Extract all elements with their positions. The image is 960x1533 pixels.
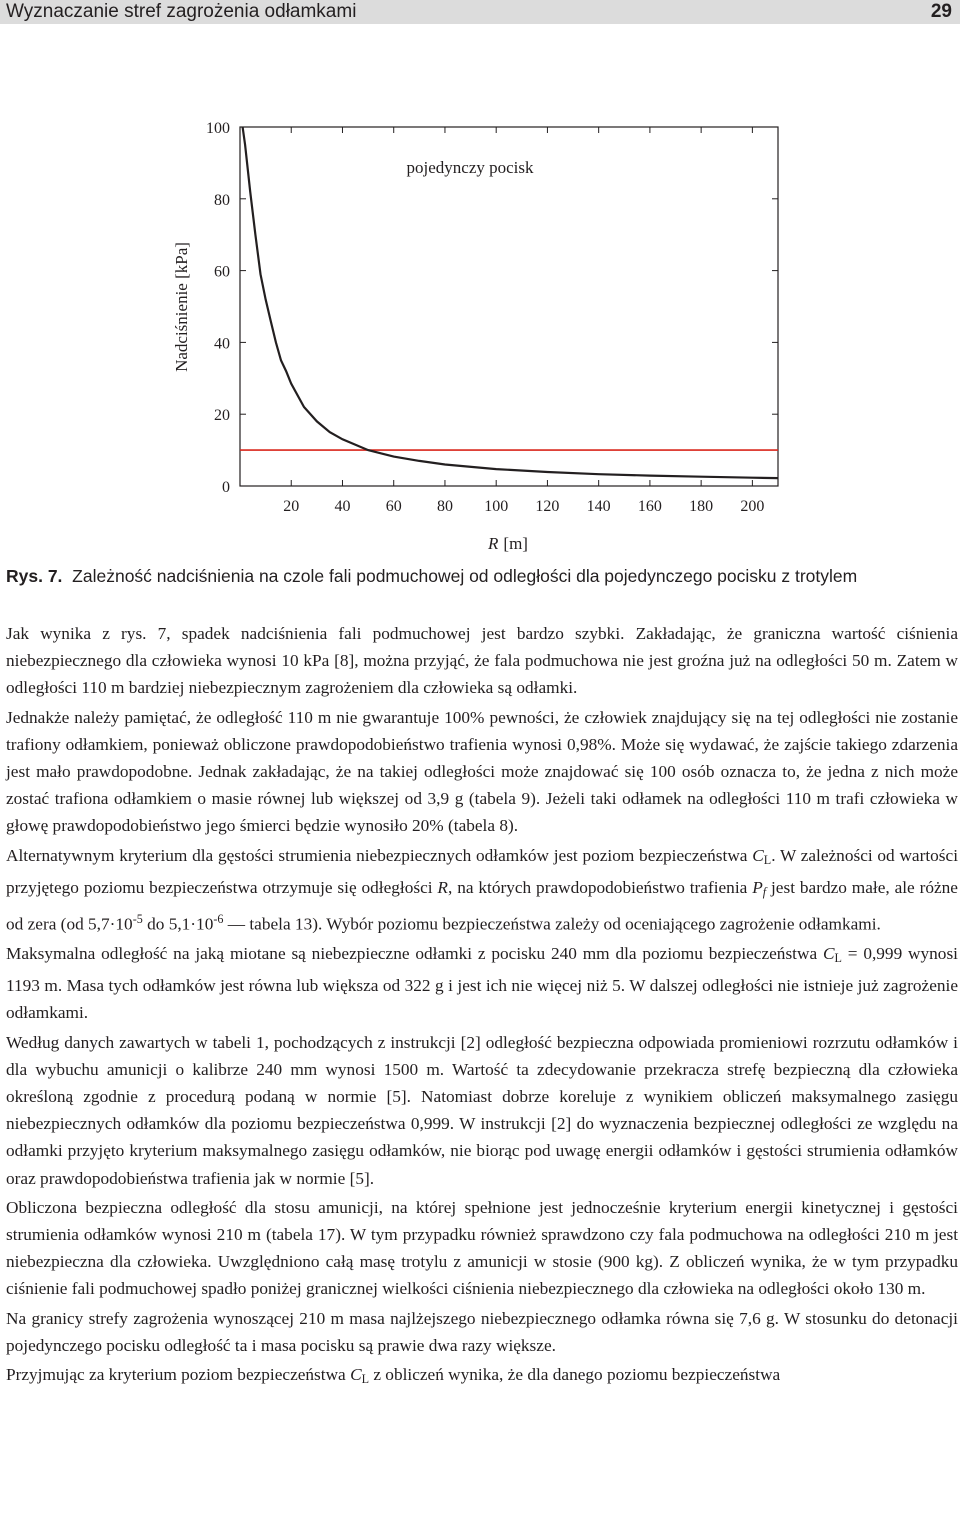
x-tick-label: 180	[689, 498, 714, 515]
p3-exponent-1: -5	[132, 912, 143, 927]
p3-symbol-p: P	[752, 877, 763, 897]
p3-text-f: — tabela 13). Wybór poziomu bezpieczeństwa zależy od oceniającego zagrożenie odłamkami.	[223, 914, 881, 934]
plot-frame	[240, 127, 778, 486]
tick-marks	[240, 127, 778, 486]
p3-text-e: do 5,1·10	[142, 914, 214, 934]
paragraph-6: Obliczona bezpieczna odległość dla stosu amunicji, na której spełnione jest jednocześnie kryterium energii kinetycznej i gęstości strumienia odłamków wynosi 210 m (tabela 17). W tym przypadku również sprawdzono czy fala podmuchowa na odległości 210 m jest niebezpieczna dla człowieka. Uwzględniono całą masę trotylu z amunicji w stosie (900 kg). Z obliczeń wynika, że w tym przypadku ciśnienie fali podmuchowej spadło poniżej granicznej wielkości ciśnienia niebezpiecznego dla człowieka na odległości około 130 m.	[6, 1197, 958, 1299]
figure-caption	[6, 566, 956, 587]
p3-text-b: . W zależności od wartości przyjętego poziomu bezpieczeństwa otrzymuje się odłegłości	[6, 845, 958, 897]
page-number: 29	[930, 1, 952, 22]
p3-symbol-c: C	[752, 845, 764, 865]
x-tick-label: 100	[484, 498, 509, 515]
paragraph-2: Jednakże należy pamiętać, że odległość 110 m nie gwarantuje 100% pewności, że człowiek znajdujący się na tej odległości nie zostanie trafiony odłamkiem, ponieważ obliczone prawdopodobieństwo trafienia wynosi 0,98%. Może się wydawać, że zajście takiego zdarzenia jest mało prawdopodobne. Jednak zakładając, że na takiej odległości może znajdować się 100 osób oznacza to, że jedna z nich może zostać trafiona odłamkiem o masie równej lub większej od 3,9 g (tabela 9). Jeżeli taki odłamek na odległości 110 m trafi człowieka w głowę prawdopodobieństwo jego śmierci będzie wynosiło 20% (tabela 8).	[6, 707, 958, 836]
x-tick-label: 140	[586, 498, 611, 515]
x-tick-label: 160	[637, 498, 662, 515]
p3-text-d: jest bardzo małe, ale różne od zera (od 5,7·10	[6, 877, 958, 934]
p3-symbol-p-sub: f	[762, 884, 767, 899]
paragraph-8	[6, 1361, 958, 1393]
x-tick-label: 20	[283, 498, 300, 515]
y-tick-label: 0	[222, 479, 230, 496]
chart-svg	[0, 24, 960, 564]
p3-symbol-c-sub: L	[763, 852, 772, 867]
paragraph-7: Na granicy strefy zagrożenia wynoszącej 210 m masa najlżejszego niebezpiecznego odłamka równa się 7,6 g. W stosunku do detonacji pojedynczego pocisku odległość ta i masa pocisku są prawie dwa razy większe.	[6, 1308, 958, 1355]
paragraph-5: Według danych zawartych w tabeli 1, pochodzących z instrukcji [2] odległość bezpieczna odpowiada promieniowi rozrzutu odłamków i dla wybuchu amunicji o kalibrze 240 mm wynosi 1500 m. Wartość ta zdecydowanie przekracza strefę bezpieczną dla człowieka określoną zgodnie z procedurą podaną w normie [5]. Natomiast dobrze koreluje z wynikiem obliczeń maksymalnego zasięgu niebezpiecznych odłamków dla poziomu bezpieczeństwa 0,999. W instrukcji [2] do wyznaczenia bezpiecznej odległości ze względu na odłamki przyjęto kryterium maksymalnego zasięgu odłamków, nie biorąc pod uwagę energii odłamków i gęstości strumienia odłamków oraz prawdopodobieństwa trafienia jak w normie [5].	[6, 1032, 958, 1188]
p4-symbol-c-sub: L	[834, 950, 842, 965]
series-line	[243, 127, 778, 478]
running-header-title: Wyznaczanie stref zagrożenia odłamkami	[6, 1, 357, 22]
figure-number: Rys. 7.	[6, 566, 63, 586]
p3-exponent-2: -6	[213, 912, 224, 927]
x-tick-label: 40	[334, 498, 351, 515]
tick-labels	[206, 120, 764, 515]
figure-chart	[0, 24, 960, 564]
y-axis-label: Nadciśnienie [kPa]	[172, 242, 191, 372]
paragraph-4	[6, 940, 958, 1027]
figure-caption-text: Zależność nadciśnienia na czole fali podmuchowej od odległości dla pojedynczego pocisku z trotylem	[72, 566, 858, 586]
p3-text-c: , na których prawdopodobieństwo trafienia	[447, 877, 753, 897]
y-tick-label: 60	[214, 263, 230, 281]
y-tick-label: 40	[214, 335, 230, 353]
p8-text-b: z obliczeń wynika, że dla danego poziomu bezpieczeństwa	[369, 1364, 781, 1384]
p3-text-a: Alternatywnym kryterium dla gęstości strumienia niebezpiecznych odłamków jest poziom bezpieczeństwa	[6, 845, 753, 865]
chart-annotation: pojedynczy pocisk	[406, 158, 534, 177]
x-tick-label: 200	[740, 498, 765, 515]
running-header	[0, 0, 960, 24]
x-axis-label-unit: [m]	[503, 534, 528, 553]
y-tick-label: 20	[214, 407, 230, 425]
x-tick-label: 80	[436, 498, 453, 515]
p4-symbol-c: C	[822, 943, 835, 963]
y-tick-label: 100	[206, 120, 230, 137]
body-text	[6, 620, 958, 1395]
p4-text-a: Maksymalna odległość na jaką miotane są niebezpieczne odłamki z pocisku 240 mm dla poziomu bezpieczeństwa	[6, 943, 823, 963]
p8-symbol-c: C	[350, 1364, 362, 1384]
x-axis-label	[487, 534, 528, 553]
paragraph-3	[6, 842, 958, 938]
y-tick-label: 80	[214, 191, 230, 209]
x-tick-label: 120	[535, 498, 560, 515]
x-axis-label-var: R	[488, 534, 499, 553]
p8-symbol-c-sub: L	[361, 1372, 369, 1386]
p3-symbol-r: R	[437, 877, 448, 897]
p4-text-b: = 0,999 wynosi 1193 m. Masa tych odłamków jest równa lub większa od 322 g i jest ich nie więcej niż 5. W dalszej odległości nie istnieje już zagrożenie odłamkami.	[6, 943, 958, 1023]
p8-text-a: Przyjmując za kryterium poziom bezpieczeństwa	[6, 1364, 351, 1384]
paragraph-1: Jak wynika z rys. 7, spadek nadciśnienia fali podmuchowej jest bardzo szybki. Zakładając, że graniczna wartość ciśnienia niebezpiecznego dla człowieka wynosi 10 kPa [8], można przyjąć, że fala podmuchowa nie jest groźna już na odległości 50 m. Zatem w odległości 110 m bardziej niebezpiecznym zagrożeniem dla człowieka są odłamki.	[6, 624, 958, 698]
x-tick-label: 60	[385, 498, 402, 515]
